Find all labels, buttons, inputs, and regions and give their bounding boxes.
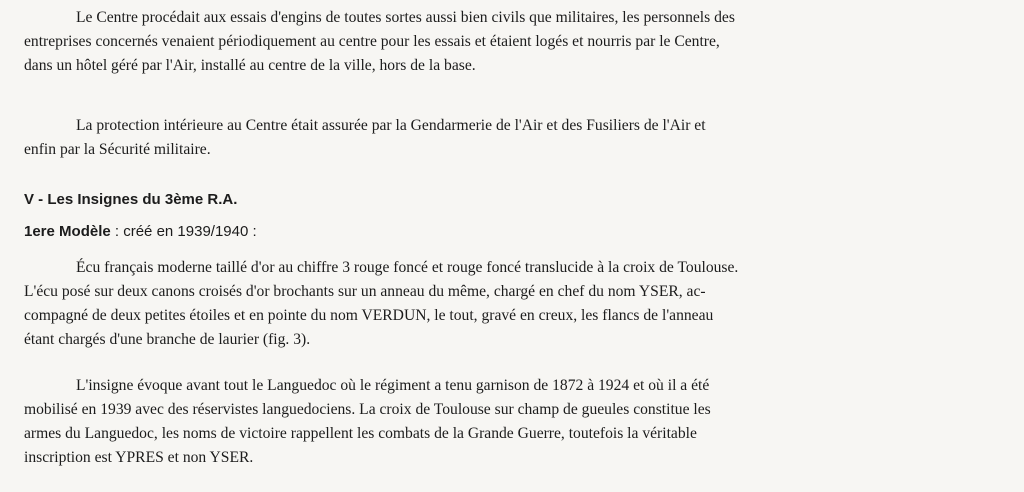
- text-line: dans un hôtel géré par l'Air, installé au centre de la ville, hors de la base.: [24, 57, 476, 74]
- paragraph-protection: [24, 114, 984, 162]
- text-line: Le Centre procédait aux essais d'engins de toutes sortes aussi bien civils que militaires, les personnels des: [76, 9, 735, 26]
- paragraph-centre-essais: [24, 6, 984, 78]
- text-line: Écu français moderne taillé d'or au chiffre 3 rouge foncé et rouge foncé translucide à la croix de Toulouse.: [76, 259, 739, 276]
- text-line: entreprises concernés venaient périodiquement au centre pour les essais et étaient logés et nourris par le Centre,: [24, 33, 720, 50]
- text-line: armes du Languedoc, les noms de victoire rappellent les combats de la Grande Guerre, toutefois la véritable: [24, 425, 697, 442]
- model-heading: [24, 222, 257, 242]
- text-line: La protection intérieure au Centre était assurée par la Gendarmerie de l'Air et des Fusiliers de l'Air et: [76, 117, 706, 134]
- model-label: 1ere Modèle: [24, 223, 111, 240]
- text-line: L'insigne évoque avant tout le Languedoc où le régiment a tenu garnison de 1872 à 1924 et où il a été: [76, 377, 710, 394]
- model-date: : créé en 1939/1940 :: [110, 223, 257, 240]
- text-line: enfin par la Sécurité militaire.: [24, 141, 211, 158]
- text-line: L'écu posé sur deux canons croisés d'or brochants sur un anneau du même, chargé en chef du nom YSER, ac-: [24, 283, 706, 300]
- text-line: compagné de deux petites étoiles et en pointe du nom VERDUN, le tout, gravé en creux, les flancs de l'anneau: [24, 307, 714, 324]
- text-line: étant chargés d'une branche de laurier (fig. 3).: [24, 331, 311, 348]
- section-heading: V - Les Insignes du 3ème R.A.: [24, 191, 238, 208]
- text-line: inscription est YPRES et non YSER.: [24, 449, 254, 466]
- text-line: mobilisé en 1939 avec des réservistes languedociens. La croix de Toulouse sur champ de gueules constitue les: [24, 401, 711, 418]
- paragraph-insigne-languedoc: [24, 374, 984, 470]
- paragraph-ecu-description: [24, 256, 984, 352]
